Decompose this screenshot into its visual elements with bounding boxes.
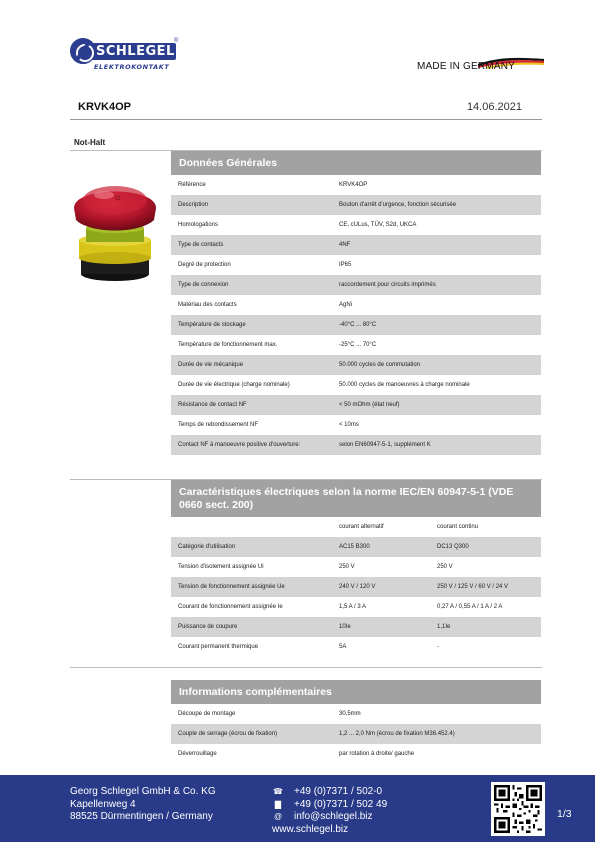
company-name: Georg Schlegel GmbH & Co. KG <box>70 786 216 797</box>
row-value-ac: AC15 B300 <box>339 544 370 550</box>
row-label: Température de fonctionnement max. <box>178 342 278 348</box>
row-value: Bouton d'arrêt d'urgence, fonction sécurisée <box>339 202 457 208</box>
table-row <box>171 175 541 195</box>
contact-info <box>272 786 387 836</box>
logo-name: SCHLEGEL <box>96 44 175 59</box>
row-value: < 50 mOhm (état neuf) <box>339 402 400 408</box>
additional-section <box>171 680 541 764</box>
qr-code-icon[interactable] <box>491 782 545 836</box>
table-row <box>171 395 541 415</box>
row-value-dc: 250 V / 125 V / 60 V / 24 V <box>437 584 509 590</box>
table-row <box>171 275 541 295</box>
table-row <box>171 597 541 617</box>
table-row <box>171 435 541 455</box>
fax-icon: ▇ <box>274 799 282 809</box>
row-value: par rotation à droite/ gauche <box>339 751 415 757</box>
row-value: 1,2 ... 2,0 Nm (écrou de fixation M36.452.4) <box>339 731 455 737</box>
row-label: Couple de serrage (écrou de fixation) <box>178 731 278 737</box>
row-label: Catégorie d'utilisation <box>178 544 236 550</box>
row-value: 4NF <box>339 242 351 248</box>
row-value: IP65 <box>339 262 352 268</box>
fax-number: +49 (0)7371 / 502 49 <box>294 798 388 810</box>
phone-number[interactable]: +49 (0)7371 / 502-0 <box>294 786 383 797</box>
table-row <box>171 744 541 764</box>
email-link[interactable]: info@schlegel.biz <box>294 811 373 822</box>
made-in-label: MADE IN GERMANY <box>417 61 516 72</box>
table-row <box>171 315 541 335</box>
row-label: Tension d'isolement assignée Ui <box>178 564 264 570</box>
section-title: Informations complémentaires <box>171 680 541 704</box>
table-row <box>171 235 541 255</box>
row-value: 50.000 cycles de manoeuvres à charge nominale <box>339 382 470 388</box>
email-icon: @ <box>273 812 283 821</box>
electrical-section <box>171 480 541 657</box>
table-row <box>171 557 541 577</box>
table-row <box>171 255 541 275</box>
electrical-table <box>171 537 541 657</box>
row-label: Homologations <box>178 222 219 228</box>
row-label: Température de stockage <box>178 322 246 328</box>
column-header-ac: courant alternatif <box>339 524 384 530</box>
row-value: -40°C ... 80°C <box>339 322 377 328</box>
divider <box>70 667 542 668</box>
general-data-table <box>171 175 541 455</box>
row-value: KRVK4OP <box>339 182 368 188</box>
table-row <box>171 704 541 724</box>
row-label: Type de connexion <box>178 282 229 288</box>
table-row <box>171 355 541 375</box>
page-number: 1/3 <box>557 808 572 820</box>
registered-mark: ® <box>174 38 179 44</box>
phone-icon: ☎ <box>273 787 283 796</box>
row-label: Résistance de contact NF <box>178 402 247 408</box>
row-value: 30,5mm <box>339 711 361 717</box>
table-row <box>171 335 541 355</box>
row-value: < 10ms <box>339 422 359 428</box>
general-data-section <box>171 151 541 455</box>
row-label: Type de contacts <box>178 242 224 248</box>
electrical-column-headers <box>171 517 541 537</box>
row-value: -25°C ... 70°C <box>339 342 377 348</box>
row-label: Puissance de coupure <box>178 624 238 630</box>
row-value-ac: 240 V / 120 V <box>339 584 376 590</box>
row-label: Contact NF à manoeuvre positive d'ouverture: <box>178 442 301 448</box>
row-value-dc: 250 V <box>437 564 453 570</box>
row-value-ac: 10Ie <box>339 624 351 630</box>
emergency-stop-button-image <box>70 178 160 282</box>
row-value: selon EN60947-5-1, supplément K <box>339 442 431 448</box>
row-label: Courant permanent thermique <box>178 644 259 650</box>
product-code: KRVK4OP <box>78 101 131 113</box>
row-value-dc: DC13 Q300 <box>437 544 469 550</box>
row-value-dc: 1,1Ie <box>437 624 451 630</box>
table-row <box>171 637 541 657</box>
footer <box>0 775 595 842</box>
row-label: Découpe de montage <box>178 711 236 717</box>
row-value-ac: 250 V <box>339 564 355 570</box>
table-row <box>171 617 541 637</box>
row-value-dc: 0,27 A / 0,55 A / 1 A / 2 A <box>437 604 503 610</box>
row-value-ac: 1,5 A / 3 A <box>339 604 367 610</box>
company-logo <box>70 38 178 72</box>
table-row <box>171 415 541 435</box>
city: 88525 Dürmentingen / Germany <box>70 811 213 822</box>
table-row <box>171 537 541 557</box>
row-label: Durée de vie mécanique <box>178 362 244 368</box>
table-row <box>171 724 541 744</box>
column-header-dc: courant continu <box>437 524 479 530</box>
row-value-ac: 5A <box>339 644 347 650</box>
additional-table <box>171 704 541 764</box>
row-value-dc: - <box>437 644 439 650</box>
section-title: Caractéristiques électriques selon la norme IEC/EN 60947-5-1 (VDE 0660 sect. 200) <box>171 480 541 517</box>
row-label: Description <box>178 202 209 208</box>
table-row <box>171 215 541 235</box>
row-label: Durée de vie électrique (charge nominale) <box>178 382 290 388</box>
street: Kapellenweg 4 <box>70 798 136 810</box>
table-row <box>171 375 541 395</box>
section-title: Données Générales <box>171 151 541 175</box>
row-label: Déverrouillage <box>178 751 217 757</box>
company-address <box>70 786 216 824</box>
row-value: raccordement pour circuits imprimés <box>339 282 436 288</box>
table-row <box>171 195 541 215</box>
row-label: Tension de fonctionnement assignée Ue <box>178 584 285 590</box>
product-category: Not-Halt <box>74 138 106 147</box>
table-row <box>171 577 541 597</box>
divider <box>70 119 542 120</box>
logo-subtitle: ELEKTROKONTAKT <box>94 63 170 71</box>
logo-emblem-icon <box>70 38 96 64</box>
row-label: Degré de protection <box>178 262 231 268</box>
row-label: Courant de fonctionnement assignée Ie <box>178 604 283 610</box>
document-date: 14.06.2021 <box>466 101 522 113</box>
row-label: Temps de rebondissement NF <box>178 422 259 428</box>
row-label: Référence <box>178 182 206 188</box>
row-label: Matériau des contacts <box>178 302 237 308</box>
website-link[interactable]: www.schlegel.biz <box>272 823 349 835</box>
row-value: 50.000 cycles de commutation <box>339 362 421 368</box>
row-value: AgNi <box>339 302 353 308</box>
table-row <box>171 295 541 315</box>
row-value: CE, cULus, TÜV, S2d, UKCA <box>339 222 417 228</box>
